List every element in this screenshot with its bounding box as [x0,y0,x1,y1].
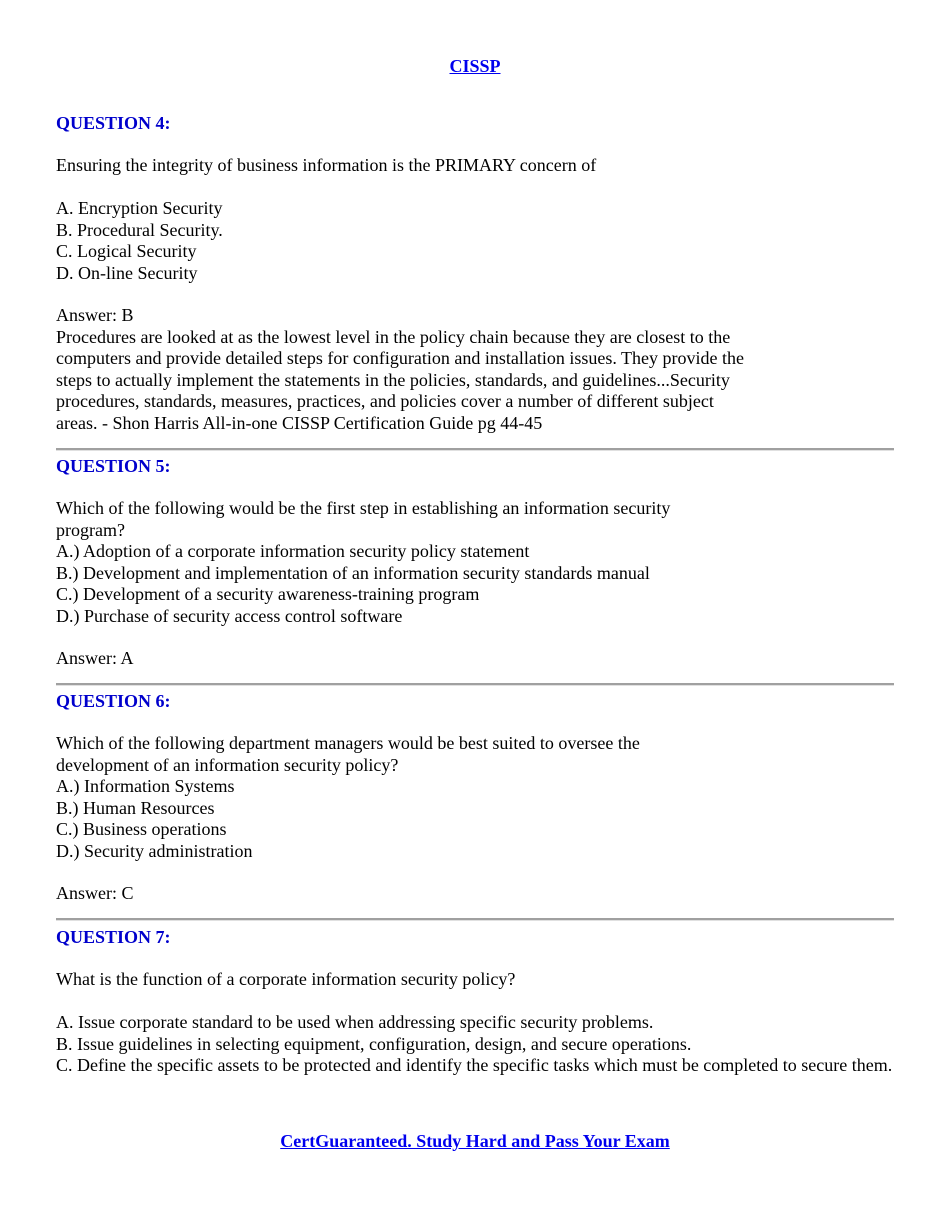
question-4-explanation-line: computers and provide detailed steps for configuration and installation issues. They provide the [56,348,744,368]
question-7-option-a: A. Issue corporate standard to be used when addressing specific security problems. [56,1012,654,1032]
question-5-option-d: D.) Purchase of security access control software [56,605,403,626]
question-6-title: QUESTION 6: [56,691,171,711]
question-4-option-c: C. Logical Security [56,241,197,261]
question-4-explanation-line: areas. - Shon Harris All-in-one CISSP Certification Guide pg 44-45 [56,412,543,433]
question-6-option-d: D.) Security administration [56,840,253,861]
question-6-option-a: A.) Information Systems [56,776,235,796]
section-divider [56,918,894,921]
question-5-prompt-line: Which of the following would be the first step in establishing an information security [56,498,671,518]
question-4-explanation-line: steps to actually implement the statements in the policies, standards, and guidelines...Security [56,369,730,390]
question-5-answer: Answer: A [56,648,134,668]
question-6-prompt-line: development of an information security policy? [56,754,399,775]
question-5-option-c: C.) Development of a security awareness-training program [56,584,480,604]
question-4-option-d: D. On-line Security [56,262,198,283]
cissp-header-link[interactable]: CISSP [449,56,501,76]
question-7-prompt: What is the function of a corporate information security policy? [56,969,516,989]
question-4-explanation-line: Procedures are looked at as the lowest level in the policy chain because they are closest to the [56,326,731,347]
question-5-option-a: A.) Adoption of a corporate information security policy statement [56,541,530,561]
question-5-title: QUESTION 5: [56,456,171,476]
question-7-option-c: C. Define the specific assets to be protected and identify the specific tasks which must be completed to secure them. [56,1055,893,1075]
page-footer [0,1131,950,1152]
section-divider [56,683,894,686]
question-6-prompt-line: Which of the following department managers would be best suited to oversee the [56,733,640,753]
question-7-option-b: B. Issue guidelines in selecting equipment, configuration, design, and secure operations. [56,1033,692,1054]
question-4-answer: Answer: B [56,305,134,325]
page-header [0,56,950,77]
question-4-option-b: B. Procedural Security. [56,219,223,240]
question-7-title: QUESTION 7: [56,927,171,947]
certguaranteed-footer-link[interactable]: CertGuaranteed. Study Hard and Pass Your Exam [280,1131,670,1151]
question-4-explanation-line: procedures, standards, measures, practices, and policies cover a number of different subject [56,391,714,411]
question-6-option-b: B.) Human Resources [56,797,215,818]
question-6-option-c: C.) Business operations [56,819,227,839]
question-5-prompt-line: program? [56,519,125,540]
question-4-option-a: A. Encryption Security [56,198,223,218]
question-5-option-b: B.) Development and implementation of an information security standards manual [56,562,650,583]
section-divider [56,448,894,451]
question-6-answer: Answer: C [56,883,134,903]
question-4-title: QUESTION 4: [56,113,171,133]
question-4-prompt: Ensuring the integrity of business information is the PRIMARY concern of [56,155,597,175]
